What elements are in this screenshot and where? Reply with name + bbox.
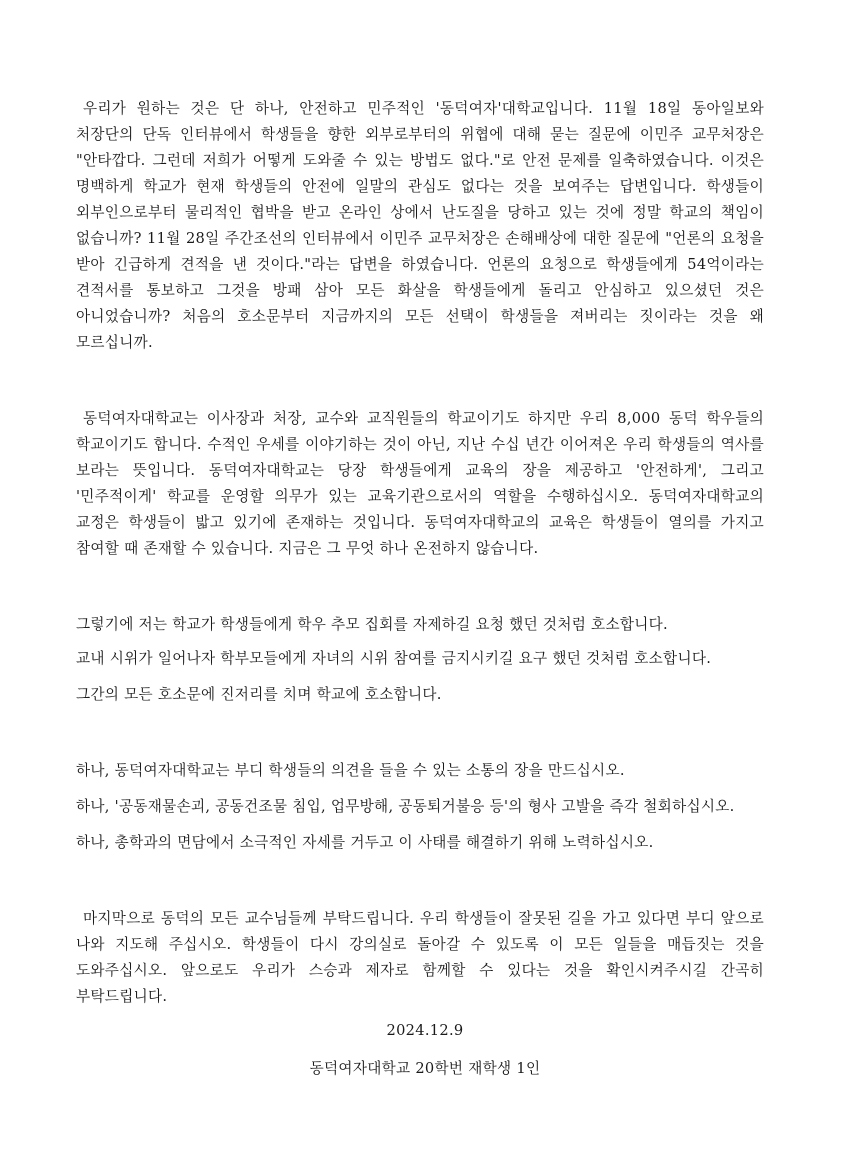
demand-2: 하나, '공동재물손괴, 공동건조물 침입, 업무방해, 공동퇴거불응 등'의 형사 고발을 즉각 철회하십시오. [76,798,735,815]
appeal-line-1: 그렇기에 저는 학교가 학생들에게 학우 추모 집회를 자제하길 요청 했던 것처럼 호소합니다. [76,616,668,633]
appeal-line-3: 그간의 모든 호소문에 진저리를 치며 학교에 호소합니다. [76,686,442,703]
demand-1: 하나, 동덕여자대학교는 부디 학생들의 의견을 들을 수 있는 소통의 장을 만드십시오. [76,762,625,779]
paragraph-professors: 마지막으로 동덕의 모든 교수님들께 부탁드립니다. 우리 학생들이 잘못된 길을 가고 있다면 부디 앞으로 나와 지도해 주십시오. 학생들이 다시 강의실로 돌아갈 수 있도록 이 모든 일들을 매듭짓는 것을 도와주십시오. 앞으로도 우리가 스승과 제자로 함께할 수 있다는 것을 확인시켜주시길 간곡히 부탁드립니다. [76,910,764,1005]
letter-date: 2024.12.9 [386,1022,464,1039]
appeal-line-2: 교내 시위가 일어나자 학부모들에게 자녀의 시위 참여를 금지시키길 요구 했던 것처럼 호소합니다. [76,650,712,667]
demand-3: 하나, 총학과의 면담에서 소극적인 자세를 거두고 이 사태를 해결하기 위해 노력하십시오. [76,834,654,851]
paragraph-students-school: 동덕여자대학교는 이사장과 처장, 교수와 교직원들의 학교이기도 하지만 우리 8,000 동덕 학우들의 학교이기도 합니다. 수적인 우세를 이야기하는 것이 아닌, 지난 수십 년간 이어져온 우리 학생들의 역사를 보라는 뜻입니다. 동덕여자대학교는 당장 학생들에게 교육의 장을 제공하고 '안전하게', 그리고 '민주적이게' 학교를 운영할 의무가 있는 교육기관으로서의 역할을 수행하십시오. 동덕여자대학교의 교정은 학생들이 밟고 있기에 존재하는 것입니다. 동덕여자대학교의 교육은 학생들이 열의를 가지고 참여할 때 존재할 수 있습니다. 지금은 그 무엇 하나 온전하지 않습니다. [76,410,764,557]
paragraph-safety: 우리가 원하는 것은 단 하나, 안전하고 민주적인 '동덕여자'대학교입니다. 11월 18일 동아일보와 처장단의 단독 인터뷰에서 학생들을 향한 외부로부터의 위협에 대해 묻는 질문에 이민주 교무처장은 "안타깝다. 그런데 저희가 어떻게 도와줄 수 있는 방법도 없다."로 안전 문제를 일축하였습니다. 이것은 명백하게 학교가 현재 학생들의 안전에 일말의 관심도 없다는 것을 보여주는 답변입니다. 학생들이 외부인으로부터 물리적인 협박을 받고 온라인 상에서 난도질을 당하고 있는 것에 정말 학교의 책임이 없습니까? 11월 28일 주간조선의 인터뷰에서 이민주 교무처장은 손해배상에 대한 질문에 "언론의 요청을 받아 긴급하게 견적을 낸 것이다."라는 답변을 하였습니다. 언론의 요청으로 학생들에게 54억이라는 견적서를 통보하고 그것을 방패 삼아 모든 화살을 학생들에게 돌리고 안심하고 있으셨던 것은 아니었습니까? 처음의 호소문부터 지금까지의 모든 선택이 학생들을 져버리는 짓이라는 것을 왜 모르십니까. [76,100,764,351]
letter-signature: 동덕여자대학교 20학번 재학생 1인 [309,1060,541,1077]
